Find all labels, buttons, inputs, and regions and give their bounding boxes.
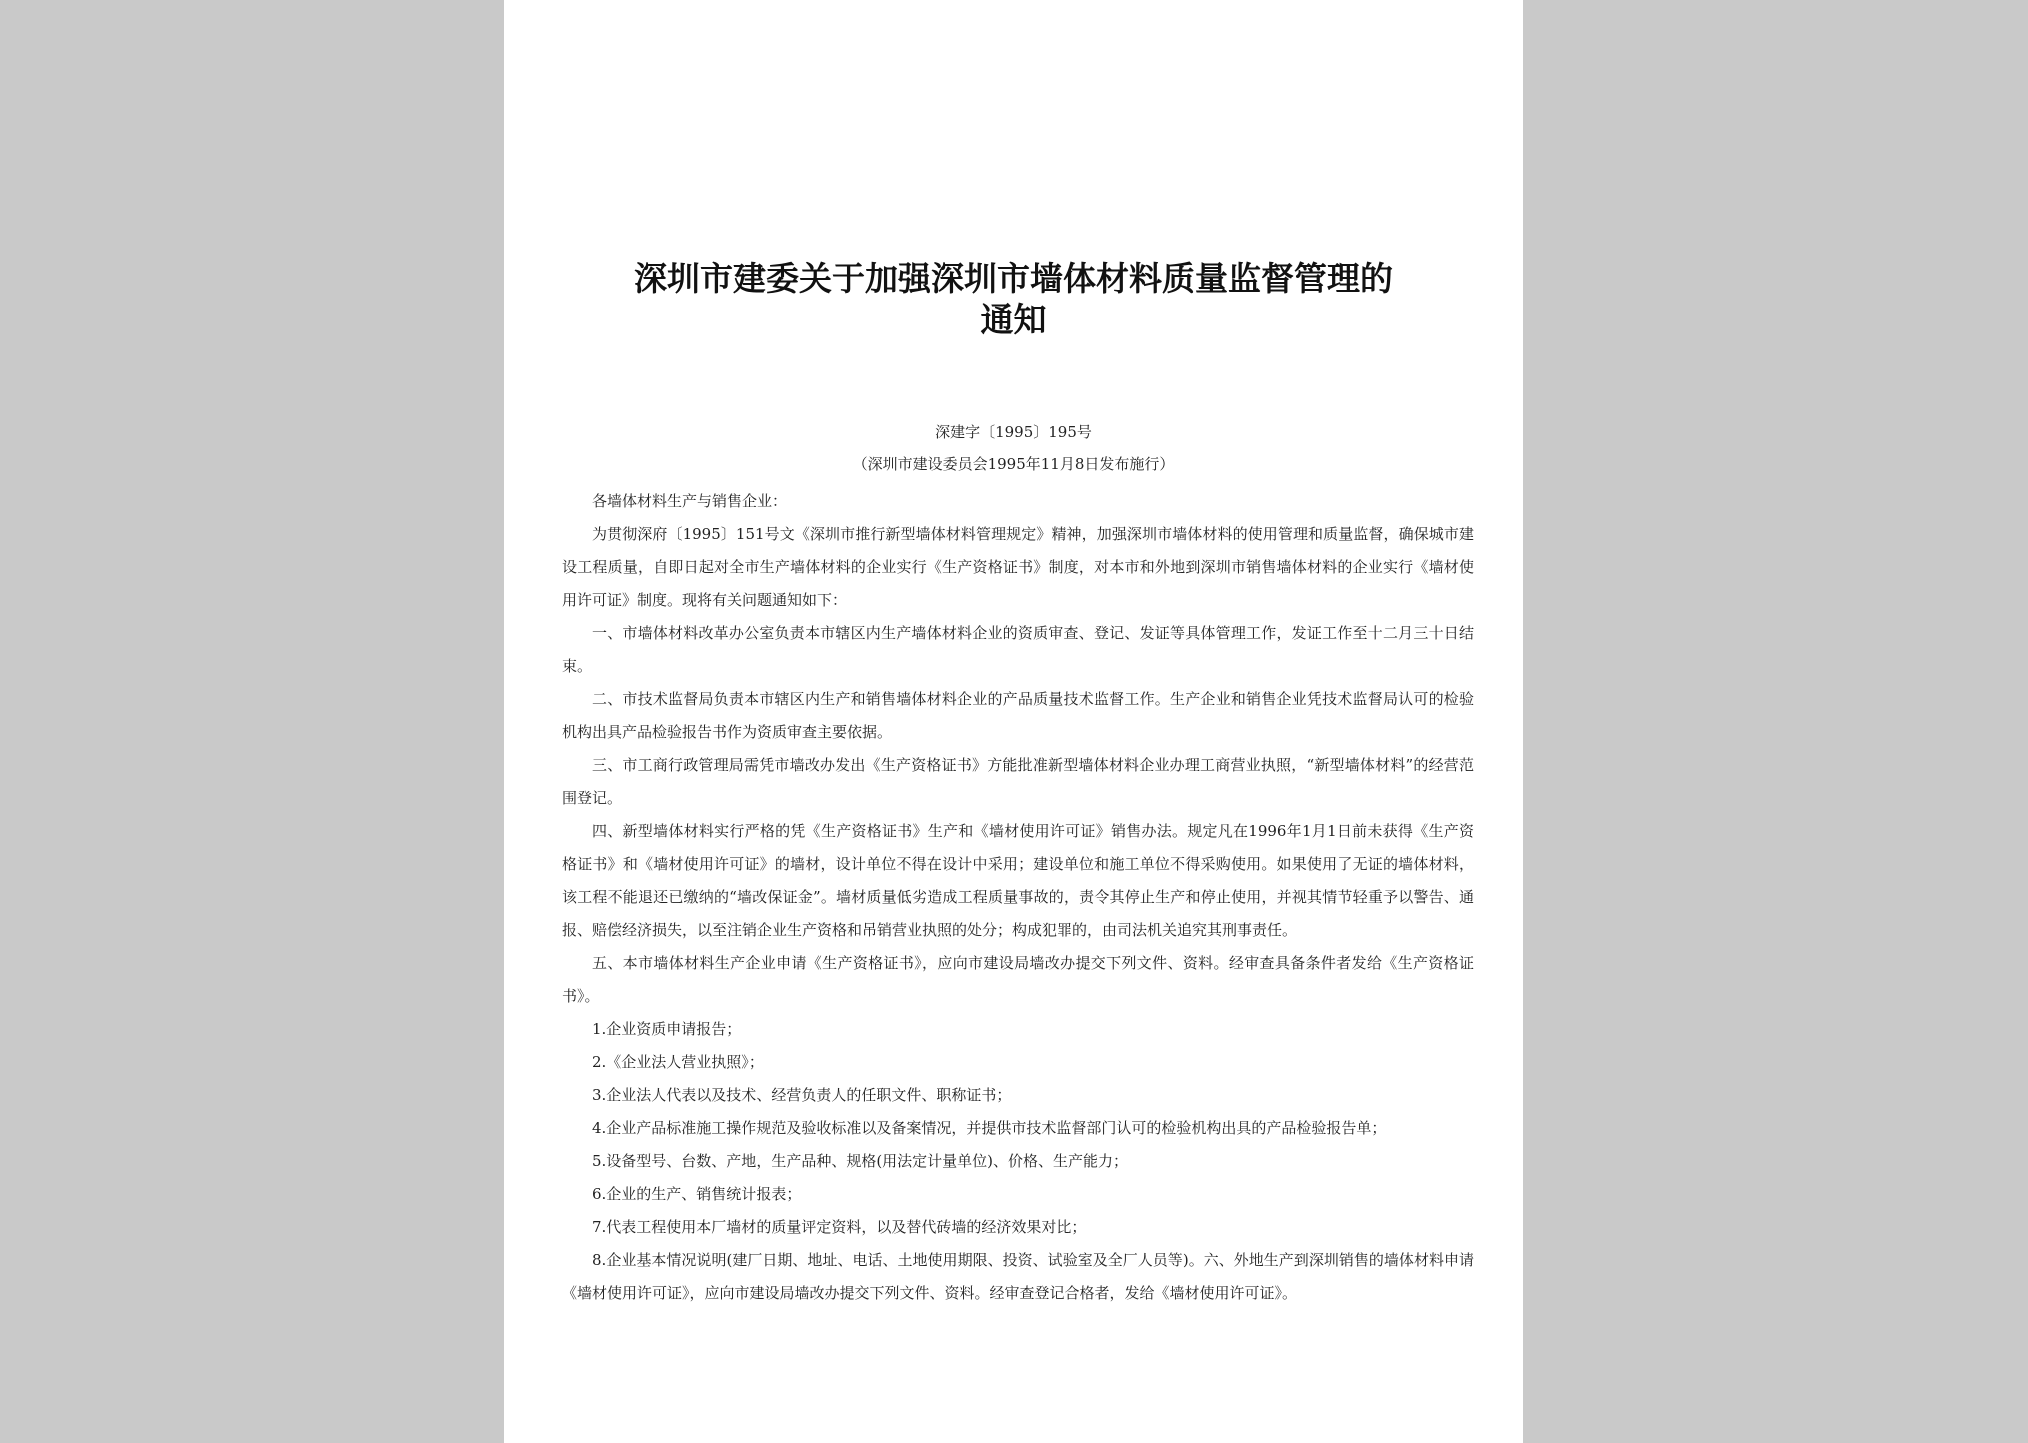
document-number: 深建字〔1995〕195号 [935,423,1092,441]
list-item-7: 7.代表工程使用本厂墙材的质量评定资料，以及替代砖墙的经济效果对比； [592,1218,1087,1236]
list-item-6: 6.企业的生产、销售统计报表； [592,1185,802,1203]
list-item-5: 5.设备型号、台数、产地，生产品种、规格(用法定计量单位)、价格、生产能力； [592,1152,1129,1170]
paragraph-preamble: 为贯彻深府〔1995〕151号文《深圳市推行新型墙体材料管理规定》精神，加强深圳市墙体材料的使用管理和质量监督，确保城市建设工程质量，自即日起对全市生产墙体材料的企业实行《生产资格证书》制度，对本市和外地到深圳市销售墙体材料的企业实行《墙材使用许可证》制度。现将有关问题通知如下： [562,525,1474,609]
list-item-4: 4.企业产品标准施工操作规范及验收标准以及备案情况，并提供市技术监督部门认可的检验机构出具的产品检验报告单； [592,1119,1387,1137]
list-item-8: 8.企业基本情况说明(建厂日期、地址、电话、土地使用期限、投资、试验室及全厂人员等)。六、外地生产到深圳销售的墙体材料申请《墙材使用许可证》，应向市建设局墙改办提交下列文件、资料。经审查登记合格者，发给《墙材使用许可证》。 [562,1251,1474,1302]
paragraph-item-4: 四、新型墙体材料实行严格的凭《生产资格证书》生产和《墙材使用许可证》销售办法。规定凡在1996年1月1日前未获得《生产资格证书》和《墙材使用许可证》的墙材，设计单位不得在设计中采用；建设单位和施工单位不得采购使用。如果使用了无证的墙体材料，该工程不能退还已缴纳的“墙改保证金”。墙材质量低劣造成工程质量事故的，责令其停止生产和停止使用，并视其情节轻重予以警告、通报、赔偿经济损失，以至注销企业生产资格和吊销营业执照的处分；构成犯罪的，由司法机关追究其刑事责任。 [562,822,1474,939]
paragraph-item-1: 一、市墙体材料改革办公室负责本市辖区内生产墙体材料企业的资质审查、登记、发证等具体管理工作，发证工作至十二月三十日结束。 [562,624,1474,675]
list-item-1: 1.企业资质申请报告； [592,1020,742,1038]
document-body [562,485,1474,1310]
title-line-2: 通知 [980,300,1047,339]
document-page [504,0,1523,1443]
salutation: 各墙体材料生产与销售企业： [592,492,788,510]
list-item-2: 2.《企业法人营业执照》； [592,1053,764,1071]
list-item-3: 3.企业法人代表以及技术、经营负责人的任职文件、职称证书； [592,1086,1012,1104]
paragraph-item-3: 三、市工商行政管理局需凭市墙改办发出《生产资格证书》方能批准新型墙体材料企业办理工商营业执照，“新型墙体材料”的经营范围登记。 [562,756,1474,807]
issue-note: （深圳市建设委员会1995年11月8日发布施行） [852,455,1175,473]
paragraph-item-2: 二、市技术监督局负责本市辖区内生产和销售墙体材料企业的产品质量技术监督工作。生产企业和销售企业凭技术监督局认可的检验机构出具产品检验报告书作为资质审查主要依据。 [562,690,1474,741]
document-title [504,258,1523,340]
paragraph-item-5: 五、本市墙体材料生产企业申请《生产资格证书》，应向市建设局墙改办提交下列文件、资料。经审查具备条件者发给《生产资格证书》。 [562,954,1474,1005]
title-line-1: 深圳市建委关于加强深圳市墙体材料质量监督管理的 [634,259,1393,298]
